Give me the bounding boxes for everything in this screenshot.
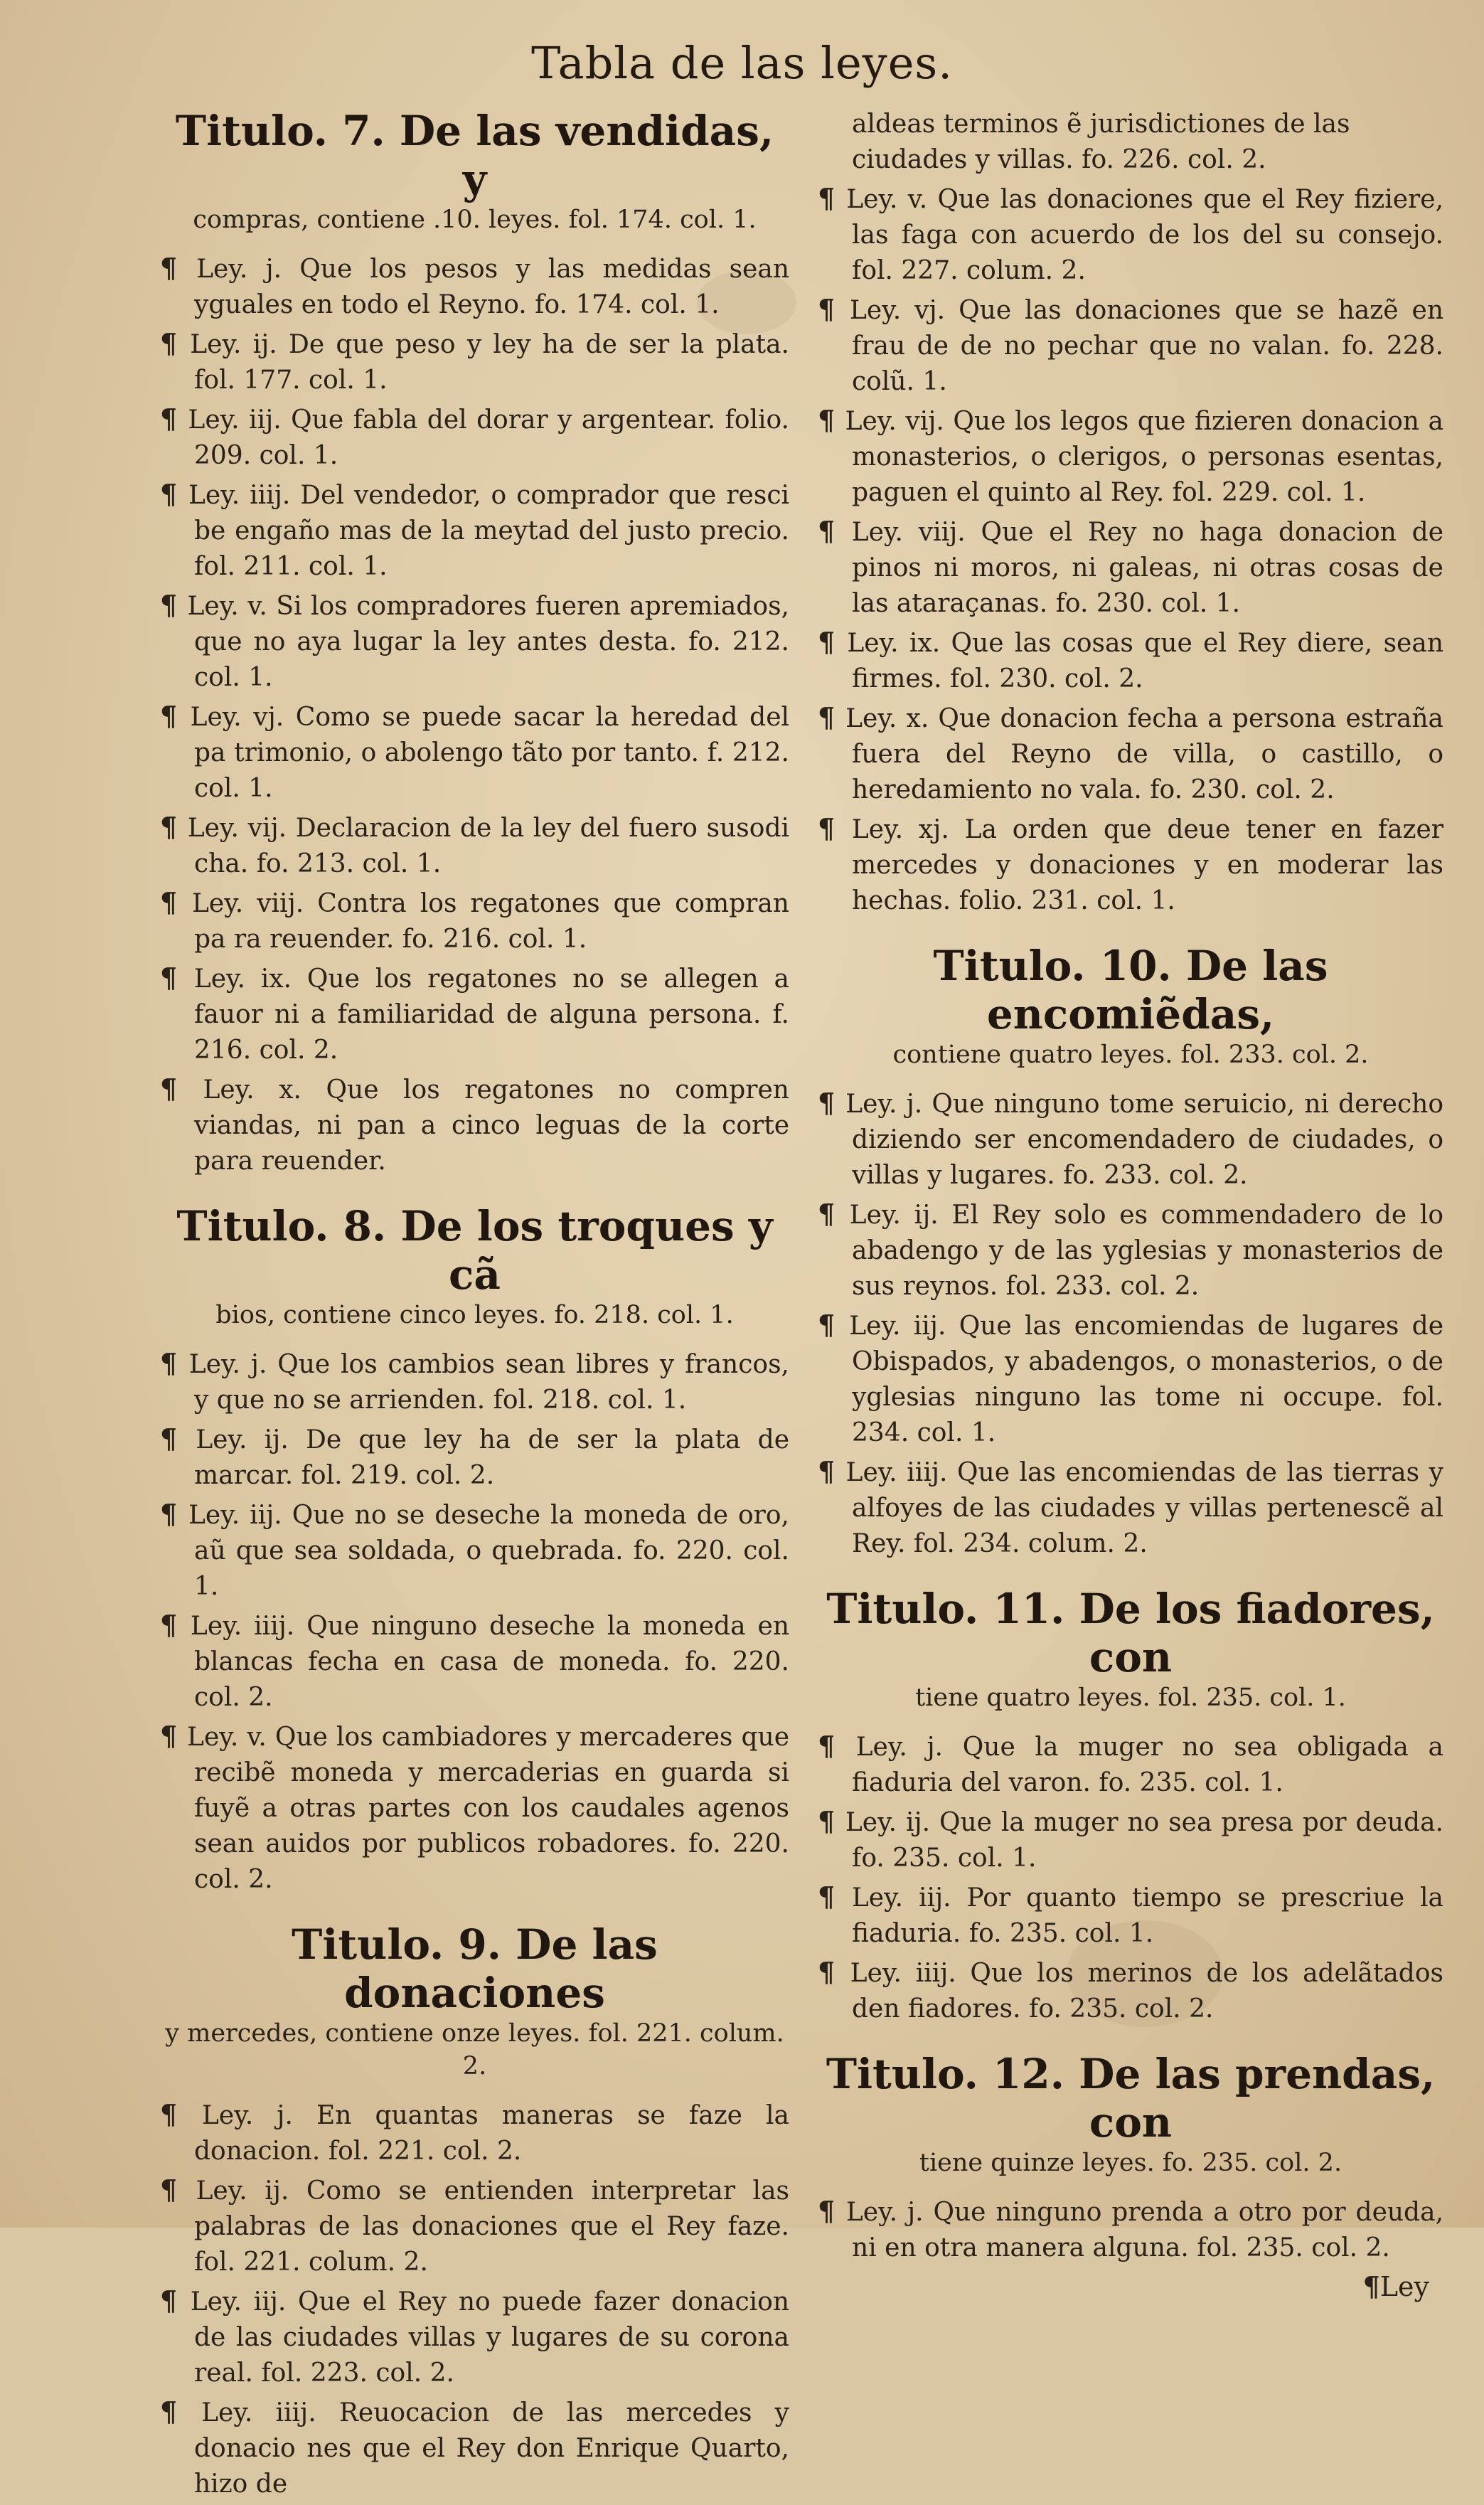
law-entry-text: Ley. vj. Como se puede sacar la heredad del pa trimonio, o abolengo tãto por tanto. f. 212. col. 1. [190, 703, 790, 803]
law-entry [160, 1718, 789, 1898]
law-entry [160, 2097, 789, 2169]
pilcrow-icon: ¶ [818, 1805, 845, 1837]
section-heading: Titulo. 9. De las donaciones [292, 1920, 658, 2017]
pilcrow-icon: ¶ [818, 1087, 846, 1119]
law-entry [818, 1307, 1443, 1451]
law-entry [160, 809, 789, 882]
pilcrow-icon: ¶ [818, 1198, 850, 1230]
pilcrow-icon: ¶ [160, 886, 192, 918]
law-entry-text: Ley. iiij. Que ninguno deseche la moneda en blancas fecha en casa de moneda. fo. 220. col. 2. [190, 1612, 789, 1712]
left-column [160, 107, 789, 2505]
law-entry [160, 401, 789, 474]
law-entry-text: Ley. viij. Contra los regatones que compran pa ra reuender. fo. 216. col. 1. [191, 889, 789, 954]
pilcrow-icon: ¶ [818, 812, 852, 844]
pilcrow-icon: ¶ [160, 403, 188, 435]
law-entry-text: Ley. vj. Que las donaciones que se hazẽ en frau de de no pechar que no valan. fo. 228. colũ. 1. [849, 296, 1444, 396]
pilcrow-icon: ¶ [160, 700, 191, 732]
law-entry-text: Ley. ix. Que los regatones no se allegen a fauor ni a familiaridad de alguna persona. f. 216. col. 2. [193, 964, 789, 1065]
law-entry-text: Ley. iij. Que fabla del dorar y argentear. folio. 209. col. 1. [188, 405, 790, 470]
pilcrow-icon: ¶ [818, 701, 846, 733]
law-entry-text: Ley. j. Que los cambios sean libres y francos, y que no se arrienden. fol. 218. col. 1. [188, 1350, 789, 1415]
continuation-text: aldeas terminos ẽ jurisdictiones de las ciudades y villas. fo. 226. col. 2. [852, 110, 1350, 174]
law-entry [160, 326, 789, 398]
pilcrow-icon: ¶ [160, 2098, 203, 2130]
catchword-text: Ley [1379, 2271, 1429, 2302]
law-entry [160, 1071, 789, 1179]
section-subheading: bios, contiene cinco leyes. fo. 218. col. 1. [215, 1301, 734, 1329]
law-entry [818, 1954, 1443, 2027]
section-heading: Titulo. 7. De las vendidas, y [175, 107, 774, 203]
law-entry-text: Ley. j. En quantas maneras se faze la donacion. fol. 221. col. 2. [194, 2101, 789, 2166]
law-entry-text: Ley. iiij. Reuocacion de las mercedes y donacio nes que el Rey don Enrique Quarto, hizo de [194, 2398, 790, 2499]
law-entry-text: Ley. j. Que ninguno prenda a otro por deuda, ni en otra manera alguna. fol. 235. col. 2. [845, 2198, 1444, 2262]
law-entry-text: Ley. v. Si los compradores fueren apremiados, que no aya lugar la ley antes desta. fo. 212. col. 1. [187, 592, 790, 692]
section-gap [818, 1565, 1443, 1585]
law-entry [160, 250, 789, 323]
right-column [818, 107, 1443, 2304]
law-entry-text: Ley. ij. Que la muger no sea presa por deuda. fo. 235. col. 1. [845, 1808, 1444, 1873]
section-gap [818, 2030, 1443, 2050]
pilcrow-icon: ¶ [818, 1956, 850, 1988]
law-entry [160, 2283, 789, 2391]
law-entry [818, 1728, 1443, 1801]
law-entry [818, 1085, 1443, 1193]
law-entry [160, 587, 789, 696]
law-entry [160, 477, 789, 585]
section-heading: Titulo. 8. De los troques y cã [176, 1202, 773, 1299]
pilcrow-icon: ¶ [160, 2285, 191, 2317]
pilcrow-icon: ¶ [160, 1347, 189, 1379]
pilcrow-icon: ¶ [1362, 2270, 1380, 2302]
section-subheading: y mercedes, contiene onze leyes. fol. 221. colum. 2. [165, 2019, 784, 2080]
law-entry-text: Ley. j. Que los pesos y las medidas sean yguales en todo el Reyno. fo. 174. col. 1. [194, 255, 790, 319]
section-heading: Titulo. 10. De las encomiẽdas, [933, 942, 1328, 1038]
section-heading: Titulo. 12. De las prendas, con [826, 2050, 1436, 2147]
law-entry [160, 885, 789, 957]
law-entry-text: Ley. j. Que ninguno tome seruicio, ni derecho diziendo ser encomendadero de ciudades, o villas y lugares. fo. 233. col. 2. [845, 1090, 1444, 1190]
law-entry [818, 624, 1443, 697]
law-entry [818, 292, 1443, 400]
law-entry-text: Ley. j. Que la muger no sea obligada a fiaduria del varon. fo. 235. col. 1. [852, 1733, 1443, 1797]
law-entry [160, 2394, 789, 2502]
pilcrow-icon: ¶ [160, 1609, 191, 1641]
law-entry [818, 1804, 1443, 1876]
law-entry-text: Ley. ix. Que las cosas que el Rey diere, sean firmes. fol. 230. col. 2. [847, 629, 1444, 693]
pilcrow-icon: ¶ [818, 182, 847, 214]
law-entry [160, 1496, 789, 1605]
pilcrow-icon: ¶ [160, 478, 188, 510]
section-subheading: compras, contiene .10. leyes. fol. 174. col. 1. [193, 206, 757, 234]
pilcrow-icon: ¶ [160, 1720, 188, 1752]
section-gap [160, 1182, 789, 1202]
pilcrow-icon: ¶ [160, 1498, 188, 1530]
pilcrow-icon: ¶ [818, 1309, 850, 1341]
catchword [818, 2269, 1443, 2304]
law-entry [160, 960, 789, 1068]
pilcrow-icon: ¶ [160, 2395, 202, 2427]
law-entry [160, 2172, 789, 2280]
law-entry-text: Ley. x. Que los regatones no compren viandas, ni pan a cinco leguas de la corte para reuender. [194, 1075, 789, 1176]
section-subheading: tiene quinze leyes. fo. 235. col. 2. [919, 2149, 1342, 2177]
pilcrow-icon: ¶ [818, 515, 852, 547]
pilcrow-icon: ¶ [160, 1073, 203, 1105]
pilcrow-icon: ¶ [818, 626, 848, 658]
law-entry [160, 1421, 789, 1494]
law-entry [818, 514, 1443, 622]
section-gap [160, 1900, 789, 1920]
pilcrow-icon: ¶ [160, 1422, 196, 1454]
law-entry [160, 1346, 789, 1418]
pilcrow-icon: ¶ [160, 589, 188, 621]
law-entry-text: Ley. iiij. Que las encomiendas de las tierras y alfoyes de las ciudades y villas pertenescẽ al Rey. fol. 234. colum. 2. [845, 1458, 1444, 1558]
law-entry-text: Ley. ij. De que ley ha de ser la plata de marcar. fol. 219. col. 2. [194, 1425, 790, 1490]
law-entry [818, 2193, 1443, 2266]
pilcrow-icon: ¶ [160, 811, 188, 843]
law-entry-text: Ley. viij. Que el Rey no haga donacion de pinos ni moros, ni galeas, ni otras cosas de las ataraçanas. fo. 230. col. 1. [851, 518, 1443, 618]
law-entry-text: Ley. iiij. Que los merinos de los adelãtados den fiadores. fo. 235. col. 2. [850, 1959, 1443, 2023]
law-entry [160, 698, 789, 807]
law-entry-text: Ley. iij. Que el Rey no puede fazer donacion de las ciudades villas y lugares de su corona real. fol. 223. col. 2. [190, 2287, 790, 2388]
running-head: Tabla de las leyes. [531, 37, 953, 89]
law-entry [818, 700, 1443, 808]
law-entry [818, 403, 1443, 511]
law-entry-text: Ley. iij. Por quanto tiempo se prescriue la fiaduria. fo. 235. col. 1. [851, 1883, 1444, 1948]
section-subheading: contiene quatro leyes. fol. 233. col. 2. [892, 1041, 1369, 1069]
law-entry-text: Ley. ij. De que peso y ley ha de ser la plata. fol. 177. col. 1. [190, 330, 789, 395]
pilcrow-icon: ¶ [818, 293, 850, 325]
pilcrow-icon: ¶ [160, 2174, 196, 2206]
pilcrow-icon: ¶ [160, 962, 194, 994]
section-subheading: tiene quatro leyes. fol. 235. col. 1. [915, 1684, 1346, 1712]
law-entry [818, 1454, 1443, 1562]
law-entry [818, 1879, 1443, 1952]
law-entry-text: Ley. v. Que los cambiadores y mercaderes que recibẽ moneda y mercaderias en guarda si fuyẽ a otras partes con los caudales agenos sean auidos por publicos robadores. fo. 220. col. 2. [187, 1723, 789, 1894]
law-entry-text: Ley. v. Que las donaciones que el Rey fiziere, las faga con acuerdo de los del su consejo. fol. 227. colum. 2. [846, 185, 1444, 285]
pilcrow-icon: ¶ [818, 1881, 852, 1913]
pilcrow-icon: ¶ [160, 327, 191, 359]
law-entry-text: Ley. vij. Que los legos que fizieren donacion a monasterios, o clerigos, o personas esentas, paguen el quinto al Rey. fol. 229. col. 1. [845, 407, 1444, 507]
law-entry [818, 1196, 1443, 1304]
law-entry [818, 181, 1443, 289]
law-entry-text: Ley. x. Que donacion fecha a persona estraña fuera del Reyno de villa, o castillo, o heredamiento no vala. fo. 230. col. 2. [845, 704, 1444, 804]
law-entry [160, 1607, 789, 1716]
pilcrow-icon: ¶ [818, 1730, 856, 1762]
law-entry-text: Ley. ij. El Rey solo es commendadero de lo abadengo y de las yglesias y monasterios de sus reynos. fol. 233. col. 2. [849, 1201, 1443, 1301]
law-entry-text: Ley. iij. Que no se deseche la moneda de oro, aũ que sea soldada, o quebrada. fo. 220. col. 1. [188, 1501, 789, 1601]
law-entry-text: Ley. iiij. Del vendedor, o comprador que resci be engaño mas de la meytad del justo precio. fol. 211. col. 1. [188, 481, 789, 581]
law-entry [818, 811, 1443, 919]
section-gap [818, 922, 1443, 942]
law-entry-text: Ley. ij. Como se entienden interpretar las palabras de las donaciones que el Rey faze. fol. 221. colum. 2. [194, 2176, 790, 2277]
pilcrow-icon: ¶ [818, 2195, 846, 2227]
pilcrow-icon: ¶ [160, 252, 197, 284]
law-entry-text: Ley. xj. La orden que deue tener en fazer mercedes y donaciones y en moderar las hechas. folio. 231. col. 1. [851, 815, 1444, 915]
law-entry-text: Ley. iij. Que las encomiendas de lugares de Obispados, y abadengos, o monasterios, o de yglesias ninguno las tome ni occupe. fol. 234. col. 1. [849, 1312, 1443, 1447]
section-heading: Titulo. 11. De los fiadores, con [826, 1585, 1435, 1681]
pilcrow-icon: ¶ [818, 404, 845, 436]
pilcrow-icon: ¶ [818, 1455, 846, 1487]
law-entry-text: Ley. vij. Declaracion de la ley del fuero susodi cha. fo. 213. col. 1. [187, 814, 790, 878]
